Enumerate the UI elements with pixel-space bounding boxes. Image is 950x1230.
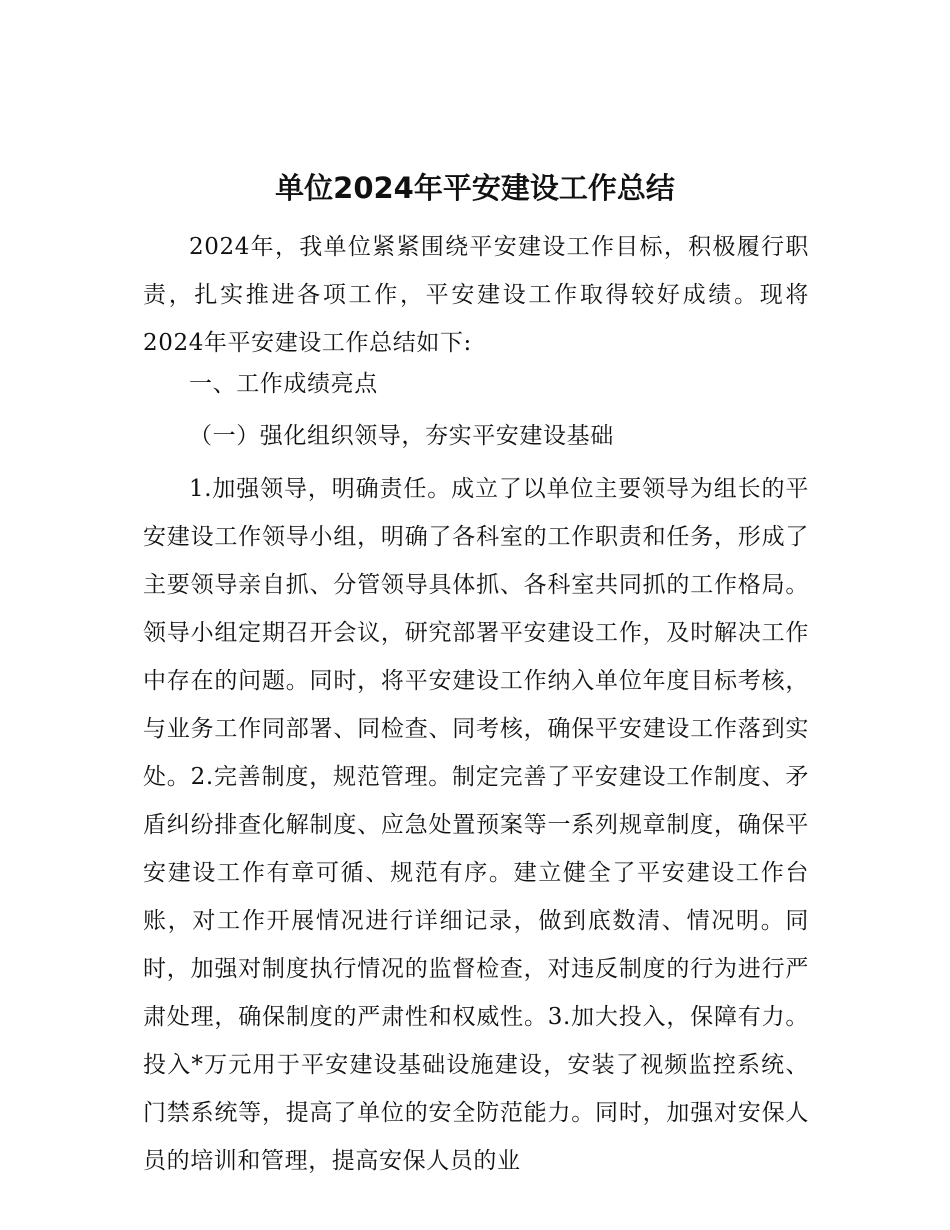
intro-paragraph: 2024年，我单位紧紧围绕平安建设工作目标，积极履行职责，扎实推进各项工作，平安建设工作取得较好成绩。现将2024年平安建设工作总结如下: (143, 234, 809, 356)
section-heading: 一、工作成绩亮点 (189, 371, 378, 397)
body-paragraph: 1.加强领导，明确责任。成立了以单位主要领导为组长的平安建设工作领导小组，明确了各科室的工作职责和任务，形成了主要领导亲自抓、分管领导具体抓、各科室共同抓的工作格局。领导小组定期召开会议，研究部署平安建设工作，及时解决工作中存在的问题。同时，将平安建设工作纳入单位年度目标考核，与业务工作同部署、同检查、同考核，确保平安建设工作落到实处。2.完善制度，规范管理。制定完善了平安建设工作制度、矛盾纠纷排查化解制度、应急处置预案等一系列规章制度，确保平安建设工作有章可循、规范有序。建立健全了平安建设工作台账，对工作开展情况进行详细记录，做到底数清、情况明。同时，加强对制度执行情况的监督检查，对违反制度的行为进行严肃处理，确保制度的严肃性和权威性。3.加大投入，保障有力。投入*万元用于平安建设基础设施建设，安装了视频监控系统、门禁系统等，提高了单位的安全防范能力。同时，加强对安保人员的培训和管理，提高安保人员的业 (143, 476, 809, 1174)
intro-block (143, 223, 809, 367)
main-block (143, 465, 809, 1185)
document-title: 单位2024年平安建设工作总结 (275, 171, 675, 205)
subsection-heading: （一）强化组织领导，夯实平安建设基础 (189, 423, 614, 449)
